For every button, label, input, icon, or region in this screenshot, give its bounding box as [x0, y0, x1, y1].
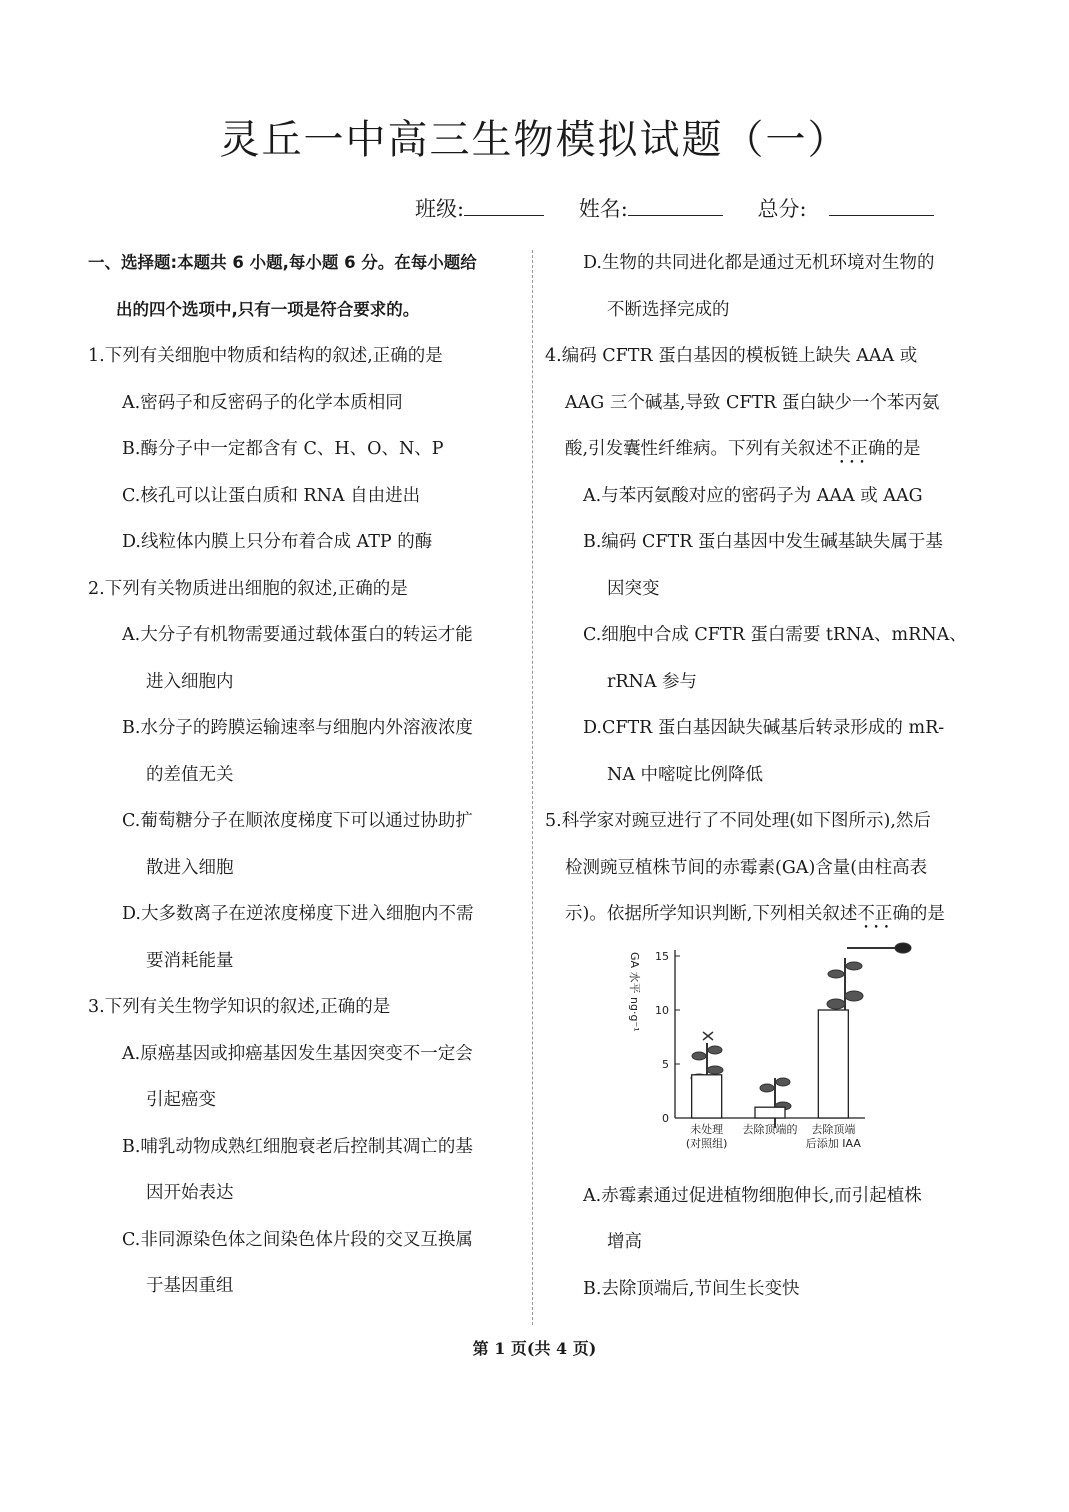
question-4-stem-3 [545, 426, 990, 473]
question-4-stem-1: 4.编码 CFTR 蛋白基因的模板链上缺失 AAA 或 [545, 346, 918, 366]
q1-option-c: C.核孔可以让蛋白质和 RNA 自由进出 [122, 485, 421, 506]
q4-stem-tail: 的是 [885, 439, 921, 459]
q3-option-a-cont: 引起癌变 [146, 1090, 216, 1110]
question-5-stem-3 [545, 891, 990, 938]
q2-option-a: A.大分子有机物需要通过载体蛋白的转运才能 [122, 625, 473, 645]
q2-option-a-cont: 进入细胞内 [146, 671, 234, 692]
ga-bar-chart-figure [545, 938, 990, 1173]
q2-option-b: B.水分子的跨膜运输速率与细胞内外溶液浓度 [122, 718, 473, 738]
question-1-stem: 1.下列有关细胞中物质和结构的叙述,正确的是 [88, 346, 443, 366]
y-tick-label-1: 5 [662, 1057, 669, 1071]
section-heading-line-1: 一、选择题:本题共 6 小题,每小题 6 分。在每小题给 [88, 253, 477, 272]
y-tick-label-3: 15 [655, 949, 669, 963]
x-label-2-line1: 去除顶端 [811, 1122, 856, 1136]
x-label-0-line2: (对照组) [685, 1136, 728, 1150]
section-heading-line-2: 出的四个选项中,只有一项是符合要求的。 [116, 299, 420, 319]
score-field[interactable] [829, 195, 934, 216]
y-tick-label-2: 10 [655, 1003, 669, 1017]
column-divider [532, 250, 533, 1325]
q3-option-a: A.原癌基因或抑癌基因发生基因突变不一定会 [122, 1043, 473, 1064]
student-info-bar [415, 193, 934, 223]
q1-option-b: B.酶分子中一定都含有 C、H、O、N、P [122, 439, 444, 459]
bar-1 [755, 1107, 785, 1118]
ga-bar-chart [615, 938, 935, 1168]
name-label: 姓名: [578, 197, 628, 221]
q3-option-d: D.生物的共同进化都是通过无机环境对生物的 [583, 253, 935, 273]
right-column [545, 240, 990, 1312]
q5-option-a-cont: 增高 [607, 1232, 642, 1252]
q2-option-b-cont: 的差值无关 [146, 764, 234, 785]
plant-iaa-icon [827, 943, 911, 1018]
page-footer: 第 1 页(共 4 页) [472, 1339, 597, 1358]
left-column [80, 240, 525, 1310]
q1-option-a: A.密码子和反密码子的化学本质相同 [122, 392, 403, 413]
question-2-stem: 2.下列有关物质进出细胞的叙述,正确的是 [88, 578, 408, 599]
plant-decapitated-icon [759, 1078, 791, 1128]
bar-2 [818, 1010, 848, 1118]
q2-option-c-cont: 散进入细胞 [146, 857, 234, 878]
x-label-1-line1: 去除顶端的 [742, 1122, 798, 1136]
q3-option-c: C.非同源染色体之间染色体片段的交叉互换属 [122, 1229, 473, 1250]
q4-option-c-cont: rRNA 参与 [607, 671, 698, 692]
y-axis-label: GA 水平 ng·g⁻¹ [628, 951, 641, 1032]
exam-title: 灵丘一中高三生物模拟试题（一） [219, 117, 850, 163]
question-3-stem: 3.下列有关生物学知识的叙述,正确的是 [88, 997, 391, 1017]
x-label-2-line2: 后添加 IAA [805, 1136, 861, 1150]
question-5-stem-1: 5.科学家对豌豆进行了不同处理(如下图所示),然后 [545, 811, 931, 831]
score-label: 总分: [757, 197, 807, 221]
q4-option-a: A.与苯丙氨酸对应的密码子为 AAA 或 AAG [583, 485, 923, 506]
plant-illustrations [691, 943, 911, 1128]
q4-stem-text: 酸,引发囊性纤维病。下列有关叙述 [565, 439, 834, 459]
class-label: 班级: [415, 197, 465, 221]
question-4-stem-2: AAG 三个碱基,导致 CFTR 蛋白缺少一个苯丙氨 [565, 392, 940, 413]
q4-option-d-cont: NA 中嘧啶比例降低 [607, 764, 764, 785]
q4-option-b-cont: 因突变 [607, 578, 660, 599]
y-tick-label-0: 0 [662, 1111, 669, 1125]
q4-option-d: D.CFTR 蛋白基因缺失碱基后转录形成的 mR- [583, 718, 945, 738]
q1-option-d: D.线粒体内膜上只分布着合成 ATP 的酶 [122, 532, 433, 552]
q5-option-b: B.去除顶端后,节间生长变快 [583, 1278, 800, 1299]
q2-option-d: D.大多数离子在逆浓度梯度下进入细胞内不需 [122, 904, 474, 924]
q2-option-d-cont: 要消耗能量 [146, 950, 234, 971]
q4-emphasis: 不正确 • • • [833, 426, 886, 473]
x-label-0-line1: 未处理 [690, 1122, 724, 1136]
question-5-stem-2: 检测豌豆植株节间的赤霉素(GA)含量(由柱高表 [565, 857, 928, 878]
q5-option-a: A.赤霉素通过促进植物细胞伸长,而引起植株 [583, 1185, 922, 1206]
q3-option-b: B.哺乳动物成熟红细胞衰老后控制其凋亡的基 [122, 1136, 473, 1157]
name-field[interactable] [628, 195, 723, 216]
q5-emphasis: 不正确 • • • [857, 891, 910, 938]
q5-stem-text: 示)。依据所学知识判断,下列相关叙述 [565, 904, 858, 924]
q3-option-d-cont: 不断选择完成的 [607, 299, 730, 320]
q2-option-c: C.葡萄糖分子在顺浓度梯度下可以通过协助扩 [122, 811, 473, 831]
q4-option-c: C.细胞中合成 CFTR 蛋白需要 tRNA、mRNA、 [583, 625, 967, 645]
q4-option-b: B.编码 CFTR 蛋白基因中发生碱基缺失属于基 [583, 532, 943, 552]
bar-0 [692, 1074, 722, 1117]
class-field[interactable] [464, 195, 544, 216]
q5-stem-tail: 的是 [909, 904, 945, 924]
q3-option-c-cont: 于基因重组 [146, 1276, 234, 1296]
q3-option-b-cont: 因开始表达 [146, 1183, 234, 1203]
